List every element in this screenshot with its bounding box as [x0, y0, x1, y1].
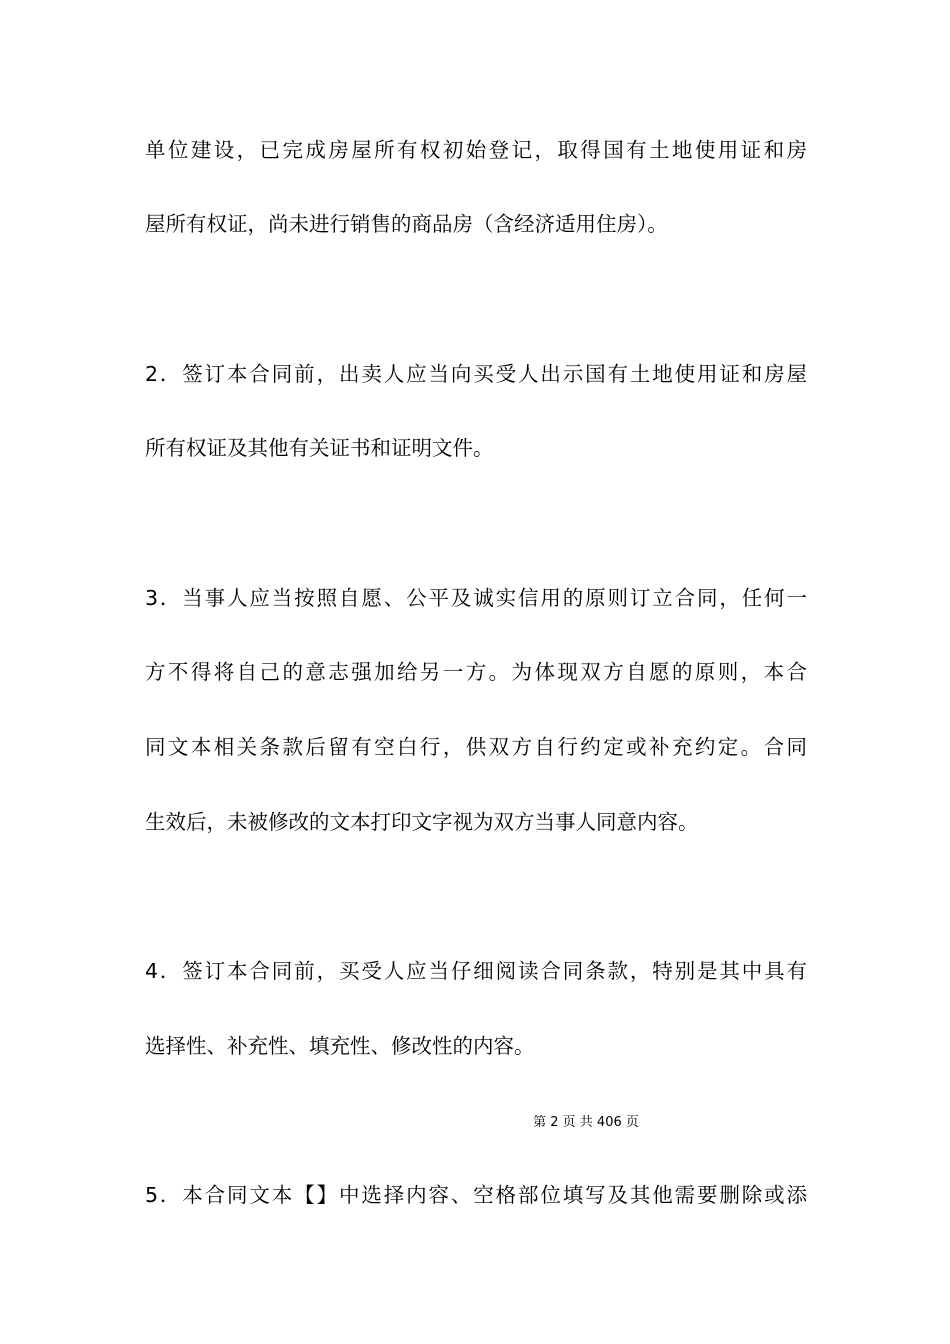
paragraph-line: 屋所有权证，尚未进行销售的商品房（含经济适用住房）。 [145, 212, 668, 236]
paragraph-line: 同文本相关条款后留有空白行，供双方自行约定或补充约定。合同 [145, 735, 807, 759]
paragraph-line: 2．签订本合同前，出卖人应当向买受人出示国有土地使用证和房屋 [145, 362, 807, 386]
paragraph-line: 选择性、补充性、填充性、修改性的内容。 [145, 1034, 535, 1058]
paragraph-line: 方不得将自己的意志强加给另一方。为体现双方自愿的原则，本合 [145, 660, 807, 684]
paragraph-line: 4．签订本合同前，买受人应当仔细阅读合同条款，特别是其中具有 [145, 959, 807, 983]
page-footer: 第 2 页 共 406 页 [533, 1115, 639, 1130]
paragraph-line: 5．本合同文本【】中选择内容、空格部位填写及其他需要删除或添 [145, 1183, 807, 1207]
paragraph-line: 单位建设，已完成房屋所有权初始登记，取得国有土地使用证和房 [145, 138, 807, 162]
paragraph-line: 3．当事人应当按照自愿、公平及诚实信用的原则订立合同，任何一 [145, 586, 807, 610]
paragraph-line: 生效后，未被修改的文本打印文字视为双方当事人同意内容。 [145, 810, 699, 834]
paragraph-line: 所有权证及其他有关证书和证明文件。 [145, 436, 494, 460]
